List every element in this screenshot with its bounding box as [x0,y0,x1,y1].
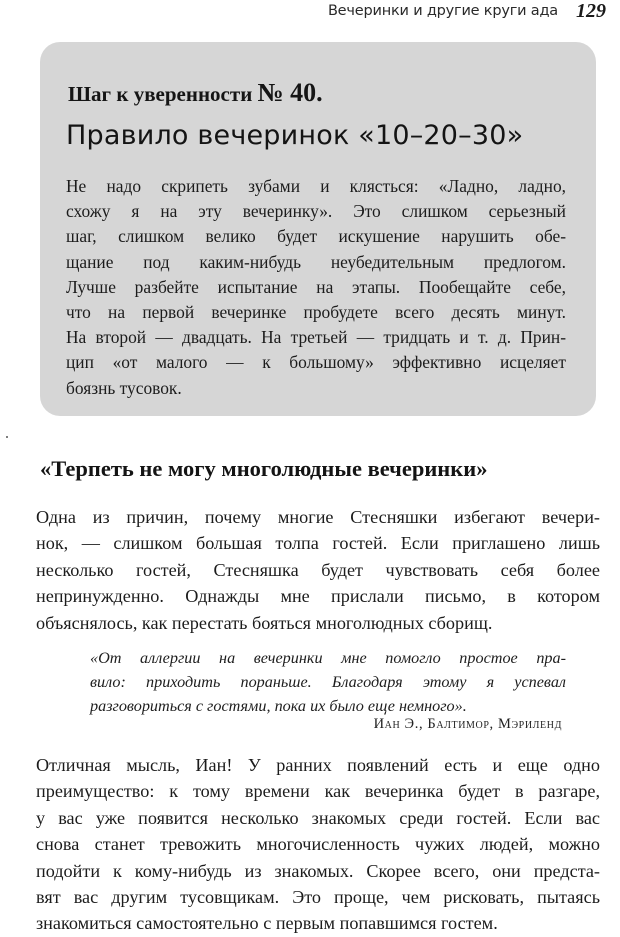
paragraph-line: несколько гостей, Стесняшка будет чувствовать себя более [36,559,600,580]
page-number: 129 [576,0,606,22]
scan-speck [6,436,8,438]
paragraph-line: Одна из причин, почему многие Стесняшки избегают вечери- [36,507,600,527]
step-body [66,174,566,401]
paragraph-line: нок, — слишком большая толпа гостей. Если приглашено лишь [36,533,600,554]
step-title: Правило вечеринок «10–20–30» [66,120,524,151]
step-body-line: На второй — двадцать. На третьей — тридцать и т. д. Прин- [66,327,566,348]
reader-quote [90,646,566,718]
quote-line: «От аллергии на вечеринки мне помогло простое пра- [90,649,566,667]
paragraph-line: у вас уже появится несколько знакомых среди гостей. Если вас [36,807,600,828]
step-body-line: Не надо скрипеть зубами и клясться: «Ладно, ладно, [66,176,566,196]
paragraph-line: Отличная мысль, Иан! У ранних появлений есть и еще одно [36,755,600,775]
step-body-line: шаг, слишком велико будет искушение нарушить обе- [66,226,566,247]
step-body-line: схожу я на эту вечеринку». Это слишком серьезный [66,201,566,222]
paragraph-2 [36,752,600,937]
paragraph-line: вят вас другим тусовщикам. Это проще, чем рисковать, пытаясь [36,887,600,908]
quote-line: разговориться с гостями, пока их было еще немного». [90,697,467,715]
quote-attribution: Иан Э., Балтимор, Мэриленд [373,716,562,732]
step-body-line: щание под каким-нибудь неубедительным предлогом. [66,251,566,272]
paragraph-line: преимущество: к тому времени как вечеринка будет в разгаре, [36,781,600,802]
step-body-line: Лучше разбейте испытание на этапы. Пообещайте себе, [66,276,566,297]
paragraph-line: знакомиться самостоятельно с первым попавшимся гостем. [36,913,498,934]
step-body-line: боязнь тусовок. [66,377,182,398]
step-kicker [68,78,323,108]
running-title: Вечеринки и другие круги ада [327,3,558,19]
quote-line: вило: приходить пораньше. Благодаря этому я успевал [90,673,566,691]
paragraph-line: подойти к кому-нибудь из знакомых. Скорее всего, они предста- [36,860,600,881]
paragraph-line: непринужденно. Однажды мне прислали письмо, в котором [36,586,600,607]
step-body-line: цип «от малого — к большому» эффективно исцеляет [66,352,566,373]
confidence-step-box [40,42,596,416]
paragraph-line: объяснялось, как перестать бояться многолюдных сборищ. [36,612,493,633]
paragraph-line: снова станет тревожить многочисленность чужих людей, можно [36,834,600,855]
step-body-line: что на первой вечеринке пробудете всего десять минут. [66,302,566,323]
section-heading: «Терпеть не могу многолюдные вечеринки» [40,456,488,481]
step-kicker-label: Шаг к уверенности [68,82,253,106]
running-header [0,0,620,30]
paragraph-1 [36,504,600,636]
step-number: № 40. [257,78,323,107]
